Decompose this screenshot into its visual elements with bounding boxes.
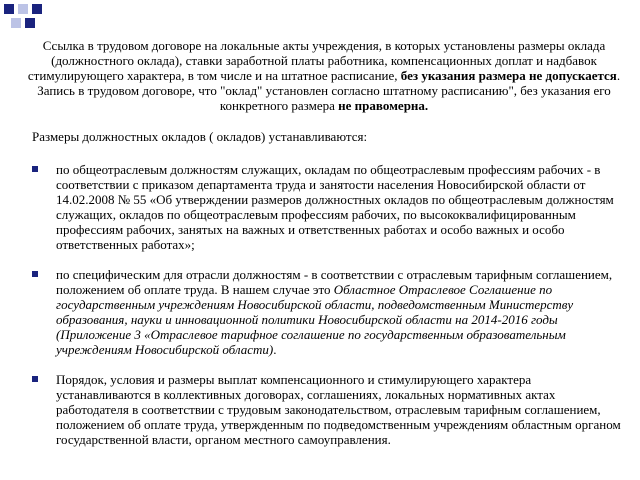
bullet-text: по специфическим для отрасли должностям - в соответствии с отраслевым тарифным соглашением, положением об оплате труда. В нашем случае это [56, 267, 613, 297]
ornament-square-dark [32, 4, 42, 14]
ornament-square-dark [25, 18, 35, 28]
bullet-italic-text: Областное Отраслевое Соглашение по государственным учреждениям Новосибирской области, подведомственным Министерству образования, науки и инновационной политики Новосибирской области на 2014-2016 годы (Приложение 3 «Отраслевое тарифное соглашение по государственным образовательным учреждениям Новосибирской области) [56, 282, 574, 357]
bullet-square-icon [32, 271, 38, 277]
bullet-square-icon [32, 166, 38, 172]
bullet-item-general [32, 162, 624, 252]
bullet-square-icon [32, 376, 38, 382]
intro-text-2: . Запись в трудовом договоре, что "оклад" установлен согласно штатному расписанию", без указания его конкретного размера [37, 68, 621, 113]
bullet-text: Порядок, условия и размеры выплат компенсационного и стимулирующего характера устанавливаются в коллективных договорах, соглашениях, локальных нормативных актах работодателя в соответствии с трудовым законодательством, отраслевым тарифным соглашением, положением об оплате труда, утвержденным по подведомственным учреждениям областным органом государственной власти, органом местного самоуправления. [56, 372, 621, 447]
intro-text-1: Ссылка в трудовом договоре на локальные акты учреждения, в которых установлены размеры оклада (должностного оклада), ставки заработной платы работника, компенсационных доплат и надбавок стимулирующего характера, в том числе и на штатное расписание, [27, 38, 606, 83]
intro-paragraph [24, 38, 624, 113]
lead-paragraph: Размеры должностных окладов ( окладов) устанавливаются: [32, 129, 368, 144]
intro-bold-1: без указания размера не допускается [400, 68, 617, 83]
ornament-square-light [18, 4, 28, 14]
intro-bold-2: не правомерна. [338, 98, 429, 113]
bullet-list [24, 162, 624, 447]
bullet-item-specific [32, 267, 624, 357]
bullet-text-end: . [273, 342, 277, 357]
slide-content [24, 38, 624, 462]
ornament-square-dark [4, 4, 14, 14]
ornament-square-light [11, 18, 21, 28]
bullet-text: по общеотраслевым должностям служащих, окладам по общеотраслевым профессиям рабочих - в соответствии с приказом департамента труда и занятости населения Новосибирской области от 14.02.2008 № 55 «Об утверждении размеров должностных окладов по общеотраслевым должностям служащих, окладов по общеотраслевым профессиям рабочих, по высококвалифицированным профессиям рабочих, занятых на важных и ответственных работах и особо важных и особо ответственных работах»; [56, 162, 614, 252]
bullet-item-payments [32, 372, 624, 447]
checker-ornament [4, 4, 48, 34]
